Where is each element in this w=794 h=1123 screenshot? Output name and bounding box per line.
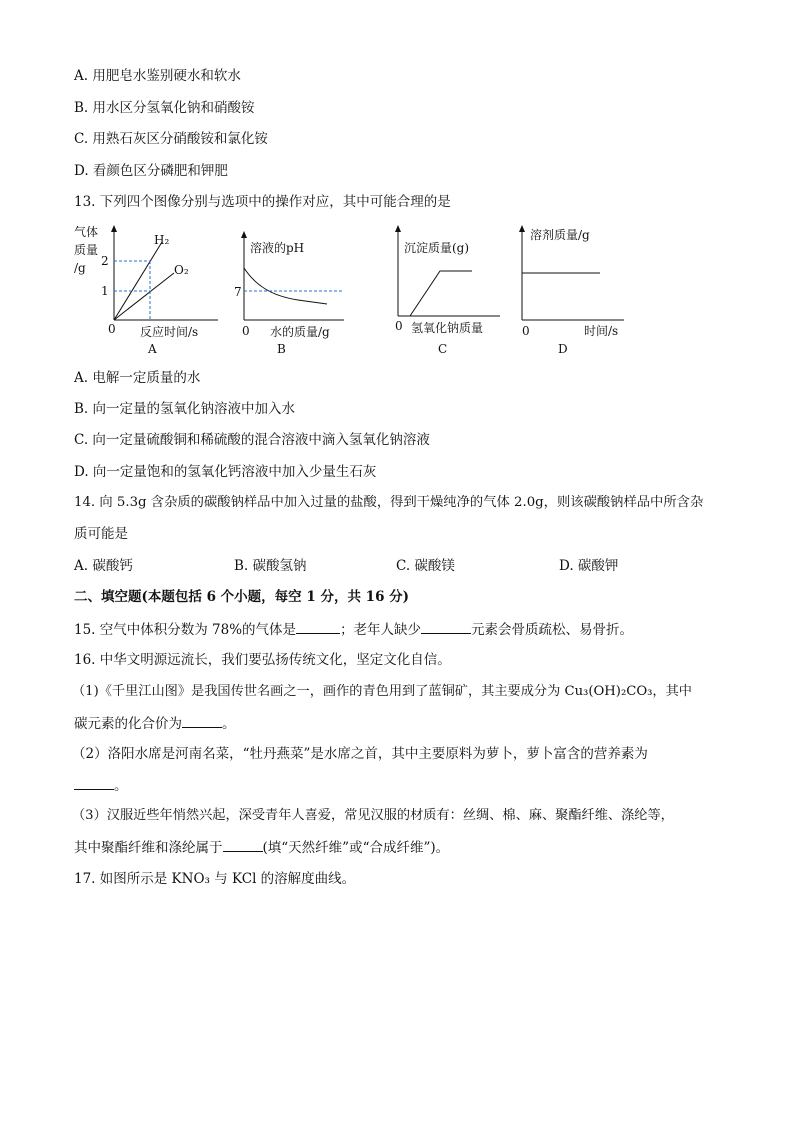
- q15-part1: 15. 空气中体积分数为 78%的气体是: [74, 622, 297, 638]
- graph-a-xlabel: 反应时间/s: [140, 325, 199, 339]
- graph-a-letter: A: [148, 342, 157, 356]
- graph-a-h2-label: H₂: [154, 233, 170, 247]
- q16-part3-line1: （3）汉服近些年悄然兴起，深受青年人喜爱，常见汉服的材质有：丝绸、棉、麻、聚酯纤维、涤纶等，: [72, 808, 674, 823]
- graph-c-xlabel: 氢氧化钠质量: [411, 321, 484, 335]
- q13-graph-c: [392, 222, 502, 358]
- graph-b-xlabel: 水的质量/g: [270, 325, 330, 339]
- q12-option-a: A. 用肥皂水鉴别硬水和软水: [74, 68, 241, 84]
- q14-option-c: C. 碳酸镁: [396, 558, 455, 574]
- q13-graph-d: [512, 222, 630, 358]
- graph-b-tick-7: 7: [234, 285, 242, 299]
- q16-part1-line1: （1)《千里江山图》是我国传世名画之一，画作的青色用到了蓝铜矿，其主要成分为 Cu₃(OH)₂CO₃，其中: [72, 684, 692, 699]
- section-2-title: 二、填空题(本题包括 6 个小题，每空 1 分，共 16 分): [74, 589, 410, 605]
- q16-part1-text: 碳元素的化合价为: [74, 716, 182, 732]
- q16-blank-1[interactable]: [182, 714, 222, 728]
- q16-blank-2[interactable]: [74, 776, 114, 790]
- graph-b-ylabel: 溶液的pH: [250, 241, 305, 255]
- graph-a-ylabel-3: /g: [74, 261, 86, 275]
- graph-d-origin: 0: [522, 324, 530, 338]
- graph-b-origin: 0: [242, 324, 250, 338]
- graph-a-o2-label: O₂: [174, 263, 189, 277]
- q14-option-b: B. 碳酸氢钠: [234, 558, 307, 574]
- graph-b-letter: B: [277, 342, 286, 356]
- graph-d-xlabel: 时间/s: [584, 324, 619, 338]
- q16-part2-line1: （2）洛阳水席是河南名菜，“牡丹燕菜”是水席之首，其中主要原料为萝卜，萝卜富含的营养素为: [72, 746, 648, 762]
- graph-a-tick-2: 2: [101, 254, 109, 268]
- q12-option-b: B. 用水区分氢氧化钠和硝酸铵: [74, 100, 255, 116]
- graph-d-letter: D: [558, 342, 568, 356]
- q16-part3-end: (填“天然纤维”或“合成纤维”)。: [262, 840, 450, 856]
- graph-d-y-arrow: [519, 225, 525, 232]
- q16-part1-end: 。: [222, 716, 236, 732]
- q15-line: [74, 620, 633, 639]
- q16-part1-line2: [74, 714, 236, 733]
- q12-option-d: D. 看颜色区分磷肥和钾肥: [74, 163, 228, 179]
- graph-c-curve: [410, 271, 472, 316]
- graph-a-h2-line: [114, 242, 162, 320]
- q14-option-d: D. 碳酸钾: [559, 558, 619, 574]
- graph-b-curve-1: [244, 268, 298, 300]
- q13-option-c: C. 向一定量硫酸铜和稀硫酸的混合溶液中滴入氢氧化钠溶液: [74, 432, 430, 448]
- q16-blank-3[interactable]: [223, 838, 263, 852]
- q14-option-a: A. 碳酸钙: [74, 558, 133, 574]
- graph-a-ylabel-2: 质量: [74, 243, 99, 257]
- graph-c-origin: 0: [395, 319, 403, 333]
- graph-b-curve-2: [298, 300, 327, 304]
- q17-stem: 17. 如图所示是 KNO₃ 与 KCl 的溶解度曲线。: [74, 871, 356, 887]
- q14-stem-line1: 14. 向 5.3g 含杂质的碳酸钠样品中加入过量的盐酸，得到干燥纯净的气体 2.0g，则该碳酸钠样品中所含杂: [74, 495, 704, 510]
- q16-stem: 16. 中华文明源远流长，我们要弘扬传统文化，坚定文化自信。: [74, 652, 451, 668]
- graph-c-y-arrow: [395, 225, 401, 232]
- q16-part3-line2: [74, 838, 449, 857]
- graph-a-ylabel-1: 气体: [74, 225, 99, 239]
- q15-blank-1[interactable]: [296, 620, 340, 634]
- q16-part3-text: 其中聚酯纤维和涤纶属于: [74, 840, 223, 856]
- q13-option-d: D. 向一定量饱和的氢氧化钙溶液中加入少量生石灰: [74, 464, 377, 480]
- graph-d-ylabel: 溶剂质量/g: [530, 228, 590, 242]
- graph-c-ylabel: 沉淀质量(g): [404, 241, 470, 255]
- graph-a-tick-1: 1: [101, 284, 109, 298]
- q16-part2-end: 。: [114, 778, 128, 794]
- q13-stem: 13. 下列四个图像分别与选项中的操作对应，其中可能合理的是: [74, 194, 451, 210]
- graph-a-o2-line: [114, 273, 174, 320]
- q13-option-b: B. 向一定量的氢氧化钠溶液中加入水: [74, 401, 296, 417]
- q15-blank-2[interactable]: [421, 620, 471, 634]
- graph-a-origin: 0: [108, 322, 116, 336]
- graph-b-y-arrow: [241, 231, 247, 238]
- q14-stem-line2: 质可能是: [74, 526, 128, 542]
- q15-part3: 元素会骨质疏松、易骨折。: [471, 622, 634, 638]
- q13-option-a: A. 电解一定质量的水: [74, 370, 201, 386]
- q12-option-c: C. 用熟石灰区分硝酸铵和氯化铵: [74, 131, 268, 147]
- q13-graph-b: [232, 222, 362, 358]
- q13-graph-a: [70, 222, 220, 358]
- q15-part2: ；老年人缺少: [340, 622, 422, 638]
- q16-part2-line2: [74, 776, 128, 795]
- graph-c-letter: C: [438, 342, 448, 356]
- graph-a-y-arrow: [111, 225, 117, 232]
